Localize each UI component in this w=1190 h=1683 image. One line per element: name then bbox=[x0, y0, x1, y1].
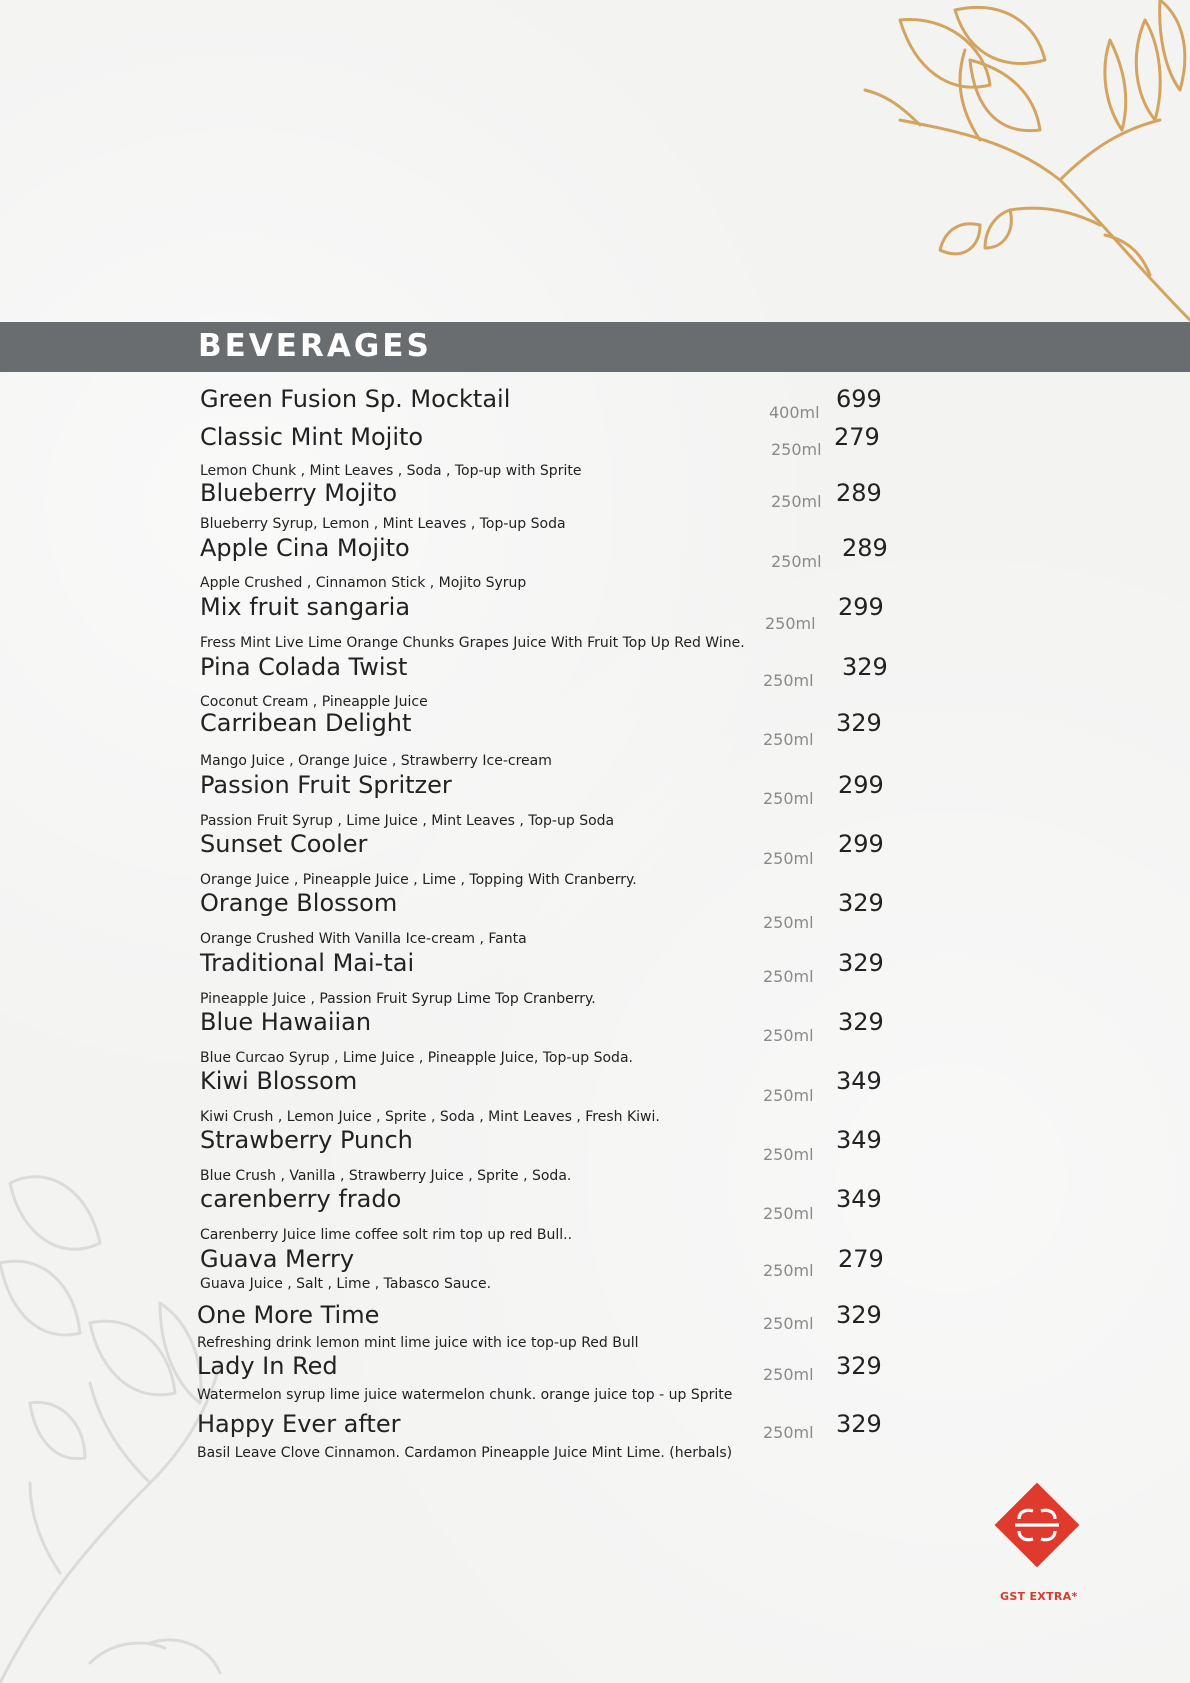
item-price: 299 bbox=[838, 771, 884, 799]
item-description: Kiwi Crush , Lemon Juice , Sprite , Soda , Mint Leaves , Fresh Kiwi. bbox=[200, 1109, 660, 1125]
item-price: 279 bbox=[834, 423, 880, 451]
item-price: 349 bbox=[836, 1185, 882, 1213]
item-price: 329 bbox=[838, 889, 884, 917]
item-volume: 250ml bbox=[763, 1204, 814, 1223]
item-name: Traditional Mai-tai bbox=[200, 949, 415, 977]
item-volume: 400ml bbox=[769, 403, 820, 422]
item-description: Guava Juice , Salt , Lime , Tabasco Sauce. bbox=[200, 1276, 492, 1292]
item-description: Coconut Cream , Pineapple Juice bbox=[200, 694, 428, 710]
item-volume: 250ml bbox=[763, 789, 814, 808]
item-description: Blue Crush , Vanilla , Strawberry Juice , Sprite , Soda. bbox=[200, 1168, 572, 1184]
item-description: Mango Juice , Orange Juice , Strawberry Ice-cream bbox=[200, 753, 552, 769]
item-name: Passion Fruit Spritzer bbox=[200, 771, 452, 799]
item-price: 329 bbox=[842, 653, 888, 681]
item-name: Sunset Cooler bbox=[200, 830, 368, 858]
item-volume: 250ml bbox=[763, 849, 814, 868]
item-price: 329 bbox=[838, 949, 884, 977]
item-name: Lady In Red bbox=[197, 1352, 338, 1380]
item-description: Passion Fruit Syrup , Lime Juice , Mint Leaves , Top-up Soda bbox=[200, 813, 615, 829]
item-description: Watermelon syrup lime juice watermelon chunk. orange juice top - up Sprite bbox=[197, 1387, 733, 1403]
item-description: Lemon Chunk , Mint Leaves , Soda , Top-up with Sprite bbox=[200, 463, 582, 479]
item-volume: 250ml bbox=[763, 730, 814, 749]
item-volume: 250ml bbox=[771, 492, 822, 511]
section-title: BEVERAGES bbox=[198, 328, 432, 364]
item-name: Pina Colada Twist bbox=[200, 653, 408, 681]
item-name: Green Fusion Sp. Mocktail bbox=[200, 385, 511, 413]
gst-note: GST EXTRA* bbox=[1000, 1590, 1078, 1603]
item-price: 299 bbox=[838, 593, 884, 621]
item-price: 279 bbox=[838, 1245, 884, 1273]
item-name: Kiwi Blossom bbox=[200, 1067, 358, 1095]
item-name: Happy Ever after bbox=[197, 1410, 401, 1438]
item-name: Blue Hawaiian bbox=[200, 1008, 372, 1036]
item-name: carenberry frado bbox=[200, 1185, 402, 1213]
item-volume: 250ml bbox=[765, 614, 816, 633]
item-volume: 250ml bbox=[763, 1423, 814, 1442]
item-description: Blueberry Syrup, Lemon , Mint Leaves , Top-up Soda bbox=[200, 516, 566, 532]
item-price: 329 bbox=[838, 1008, 884, 1036]
item-description: Refreshing drink lemon mint lime juice with ice top-up Red Bull bbox=[197, 1335, 639, 1351]
item-volume: 250ml bbox=[763, 671, 814, 690]
item-name: Mix fruit sangaria bbox=[200, 593, 411, 621]
item-volume: 250ml bbox=[763, 913, 814, 932]
item-price: 349 bbox=[836, 1067, 882, 1095]
item-volume: 250ml bbox=[763, 1086, 814, 1105]
item-name: Apple Cina Mojito bbox=[200, 534, 410, 562]
item-price: 329 bbox=[836, 1410, 882, 1438]
item-description: Apple Crushed , Cinnamon Stick , Mojito Syrup bbox=[200, 575, 527, 591]
item-volume: 250ml bbox=[763, 1314, 814, 1333]
item-price: 329 bbox=[836, 709, 882, 737]
item-description: Orange Juice , Pineapple Juice , Lime , Topping With Cranberry. bbox=[200, 872, 637, 888]
item-volume: 250ml bbox=[763, 1365, 814, 1384]
item-name: Blueberry Mojito bbox=[200, 479, 398, 507]
item-name: Guava Merry bbox=[200, 1245, 355, 1273]
item-price: 329 bbox=[836, 1301, 882, 1329]
item-price: 349 bbox=[836, 1126, 882, 1154]
item-price: 329 bbox=[836, 1352, 882, 1380]
item-description: Basil Leave Clove Cinnamon. Cardamon Pineapple Juice Mint Lime. (herbals) bbox=[197, 1445, 733, 1461]
item-volume: 250ml bbox=[763, 1026, 814, 1045]
item-description: Orange Crushed With Vanilla Ice-cream , Fanta bbox=[200, 931, 527, 947]
item-volume: 250ml bbox=[771, 552, 822, 571]
item-price: 699 bbox=[836, 385, 882, 413]
item-name: One More Time bbox=[197, 1301, 380, 1329]
item-description: Blue Curcao Syrup , Lime Juice , Pineapple Juice, Top-up Soda. bbox=[200, 1050, 633, 1066]
item-volume: 250ml bbox=[763, 967, 814, 986]
item-description: Carenberry Juice lime coffee solt rim top up red Bull.. bbox=[200, 1227, 573, 1243]
item-name: Classic Mint Mojito bbox=[200, 423, 424, 451]
item-price: 289 bbox=[836, 479, 882, 507]
item-description: Fress Mint Live Lime Orange Chunks Grapes Juice With Fruit Top Up Red Wine. bbox=[200, 635, 745, 651]
item-description: Pineapple Juice , Passion Fruit Syrup Lime Top Cranberry. bbox=[200, 991, 596, 1007]
item-price: 299 bbox=[838, 830, 884, 858]
item-name: Strawberry Punch bbox=[200, 1126, 413, 1154]
item-volume: 250ml bbox=[763, 1261, 814, 1280]
item-name: Orange Blossom bbox=[200, 889, 398, 917]
item-name: Carribean Delight bbox=[200, 709, 412, 737]
item-volume: 250ml bbox=[763, 1145, 814, 1164]
item-volume: 250ml bbox=[771, 440, 822, 459]
item-price: 289 bbox=[842, 534, 888, 562]
brand-logo-icon bbox=[985, 1473, 1089, 1577]
